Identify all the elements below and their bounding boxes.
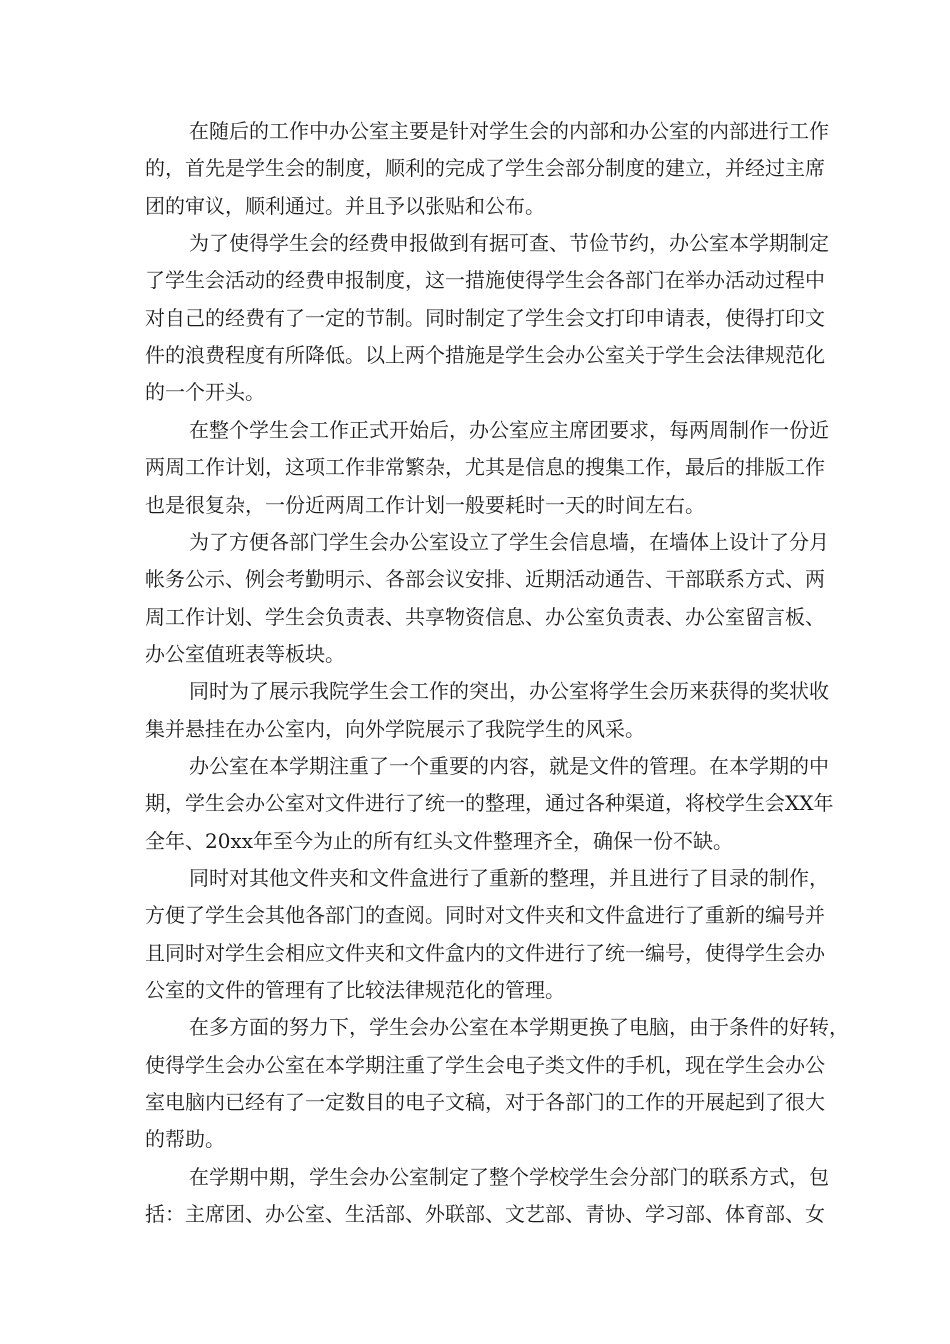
text-line: 件的浪费程度有所降低。以上两个措施是学生会办公室关于学生会法律规范化 [145,343,825,368]
text-line: 的帮助。 [145,1127,225,1152]
text-line: 同时为了展示我院学生会工作的突出，办公室将学生会历来获得的奖状收 [189,679,829,704]
text-line: 在随后的工作中办公室主要是针对学生会的内部和办公室的内部进行工作 [189,119,829,143]
text-line: 在多方面的努力下，学生会办公室在本学期更换了电脑，由于条件的好转， [189,1015,849,1040]
text-line: 的一个开头。 [145,380,265,405]
text-line: 在整个学生会工作正式开始后，办公室应主席团要求，每两周制作一份近 [189,417,829,442]
text-line: 集并悬挂在办公室内，向外学院展示了我院学生的风采。 [145,716,645,741]
text-line: 对自己的经费有了一定的节制。同时制定了学生会文打印申请表，使得打印文 [145,305,825,330]
text-line: 为了使得学生会的经费申报做到有据可查、节俭节约，办公室本学期制定 [189,231,829,256]
text-line: 使得学生会办公室在本学期注重了学生会电子类文件的手机，现在学生会办公 [145,1052,825,1077]
text-line: 方便了学生会其他各部门的查阅。同时对文件夹和文件盒进行了重新的编号并 [145,903,825,928]
text-line: 为了方便各部门学生会办公室设立了学生会信息墙，在墙体上设计了分月 [189,529,829,554]
text-line: 在学期中期，学生会办公室制定了整个学校学生会分部门的联系方式，包 [189,1164,829,1189]
text-line: 了学生会活动的经费申报制度，这一措施使得学生会各部门在举办活动过程中 [145,268,825,293]
text-line: 且同时对学生会相应文件夹和文件盒内的文件进行了统一编号，使得学生会办 [145,940,825,965]
text-line: 帐务公示、例会考勤明示、各部会议安排、近期活动通告、干部联系方式、两 [145,567,825,592]
text-line: 括：主席团、办公室、生活部、外联部、文艺部、青协、学习部、体育部、女 [145,1202,825,1227]
text-line: 的，首先是学生会的制度，顺利的完成了学生会部分制度的建立，并经过主席 [145,156,825,181]
text-line: 办公室值班表等板块。 [145,641,345,666]
text-line: 办公室在本学期注重了一个重要的内容，就是文件的管理。在本学期的中 [189,753,829,778]
text-line: 期，学生会办公室对文件进行了统一的整理，通过各种渠道，将校学生会XX年 [145,791,834,816]
text-line: 周工作计划、学生会负责表、共享物资信息、办公室负责表、办公室留言板、 [145,604,825,629]
text-line: 同时对其他文件夹和文件盒进行了重新的整理，并且进行了目录的制作， [189,866,829,890]
text-line: 公室的文件的管理有了比较法律规范化的管理。 [145,978,565,1003]
text-line: 全年、20xx年至今为止的所有红头文件整理齐全，确保一份不缺。 [145,828,734,853]
text-line: 团的审议，顺利通过。并且予以张贴和公布。 [145,193,545,218]
text-line: 也是很复杂，一份近两周工作计划一般要耗时一天的时间左右。 [145,492,705,517]
text-line: 两周工作计划，这项工作非常繁杂，尤其是信息的搜集工作，最后的排版工作 [145,455,825,480]
text-line: 室电脑内已经有了一定数目的电子文稿，对于各部门的工作的开展起到了很大 [145,1090,825,1115]
